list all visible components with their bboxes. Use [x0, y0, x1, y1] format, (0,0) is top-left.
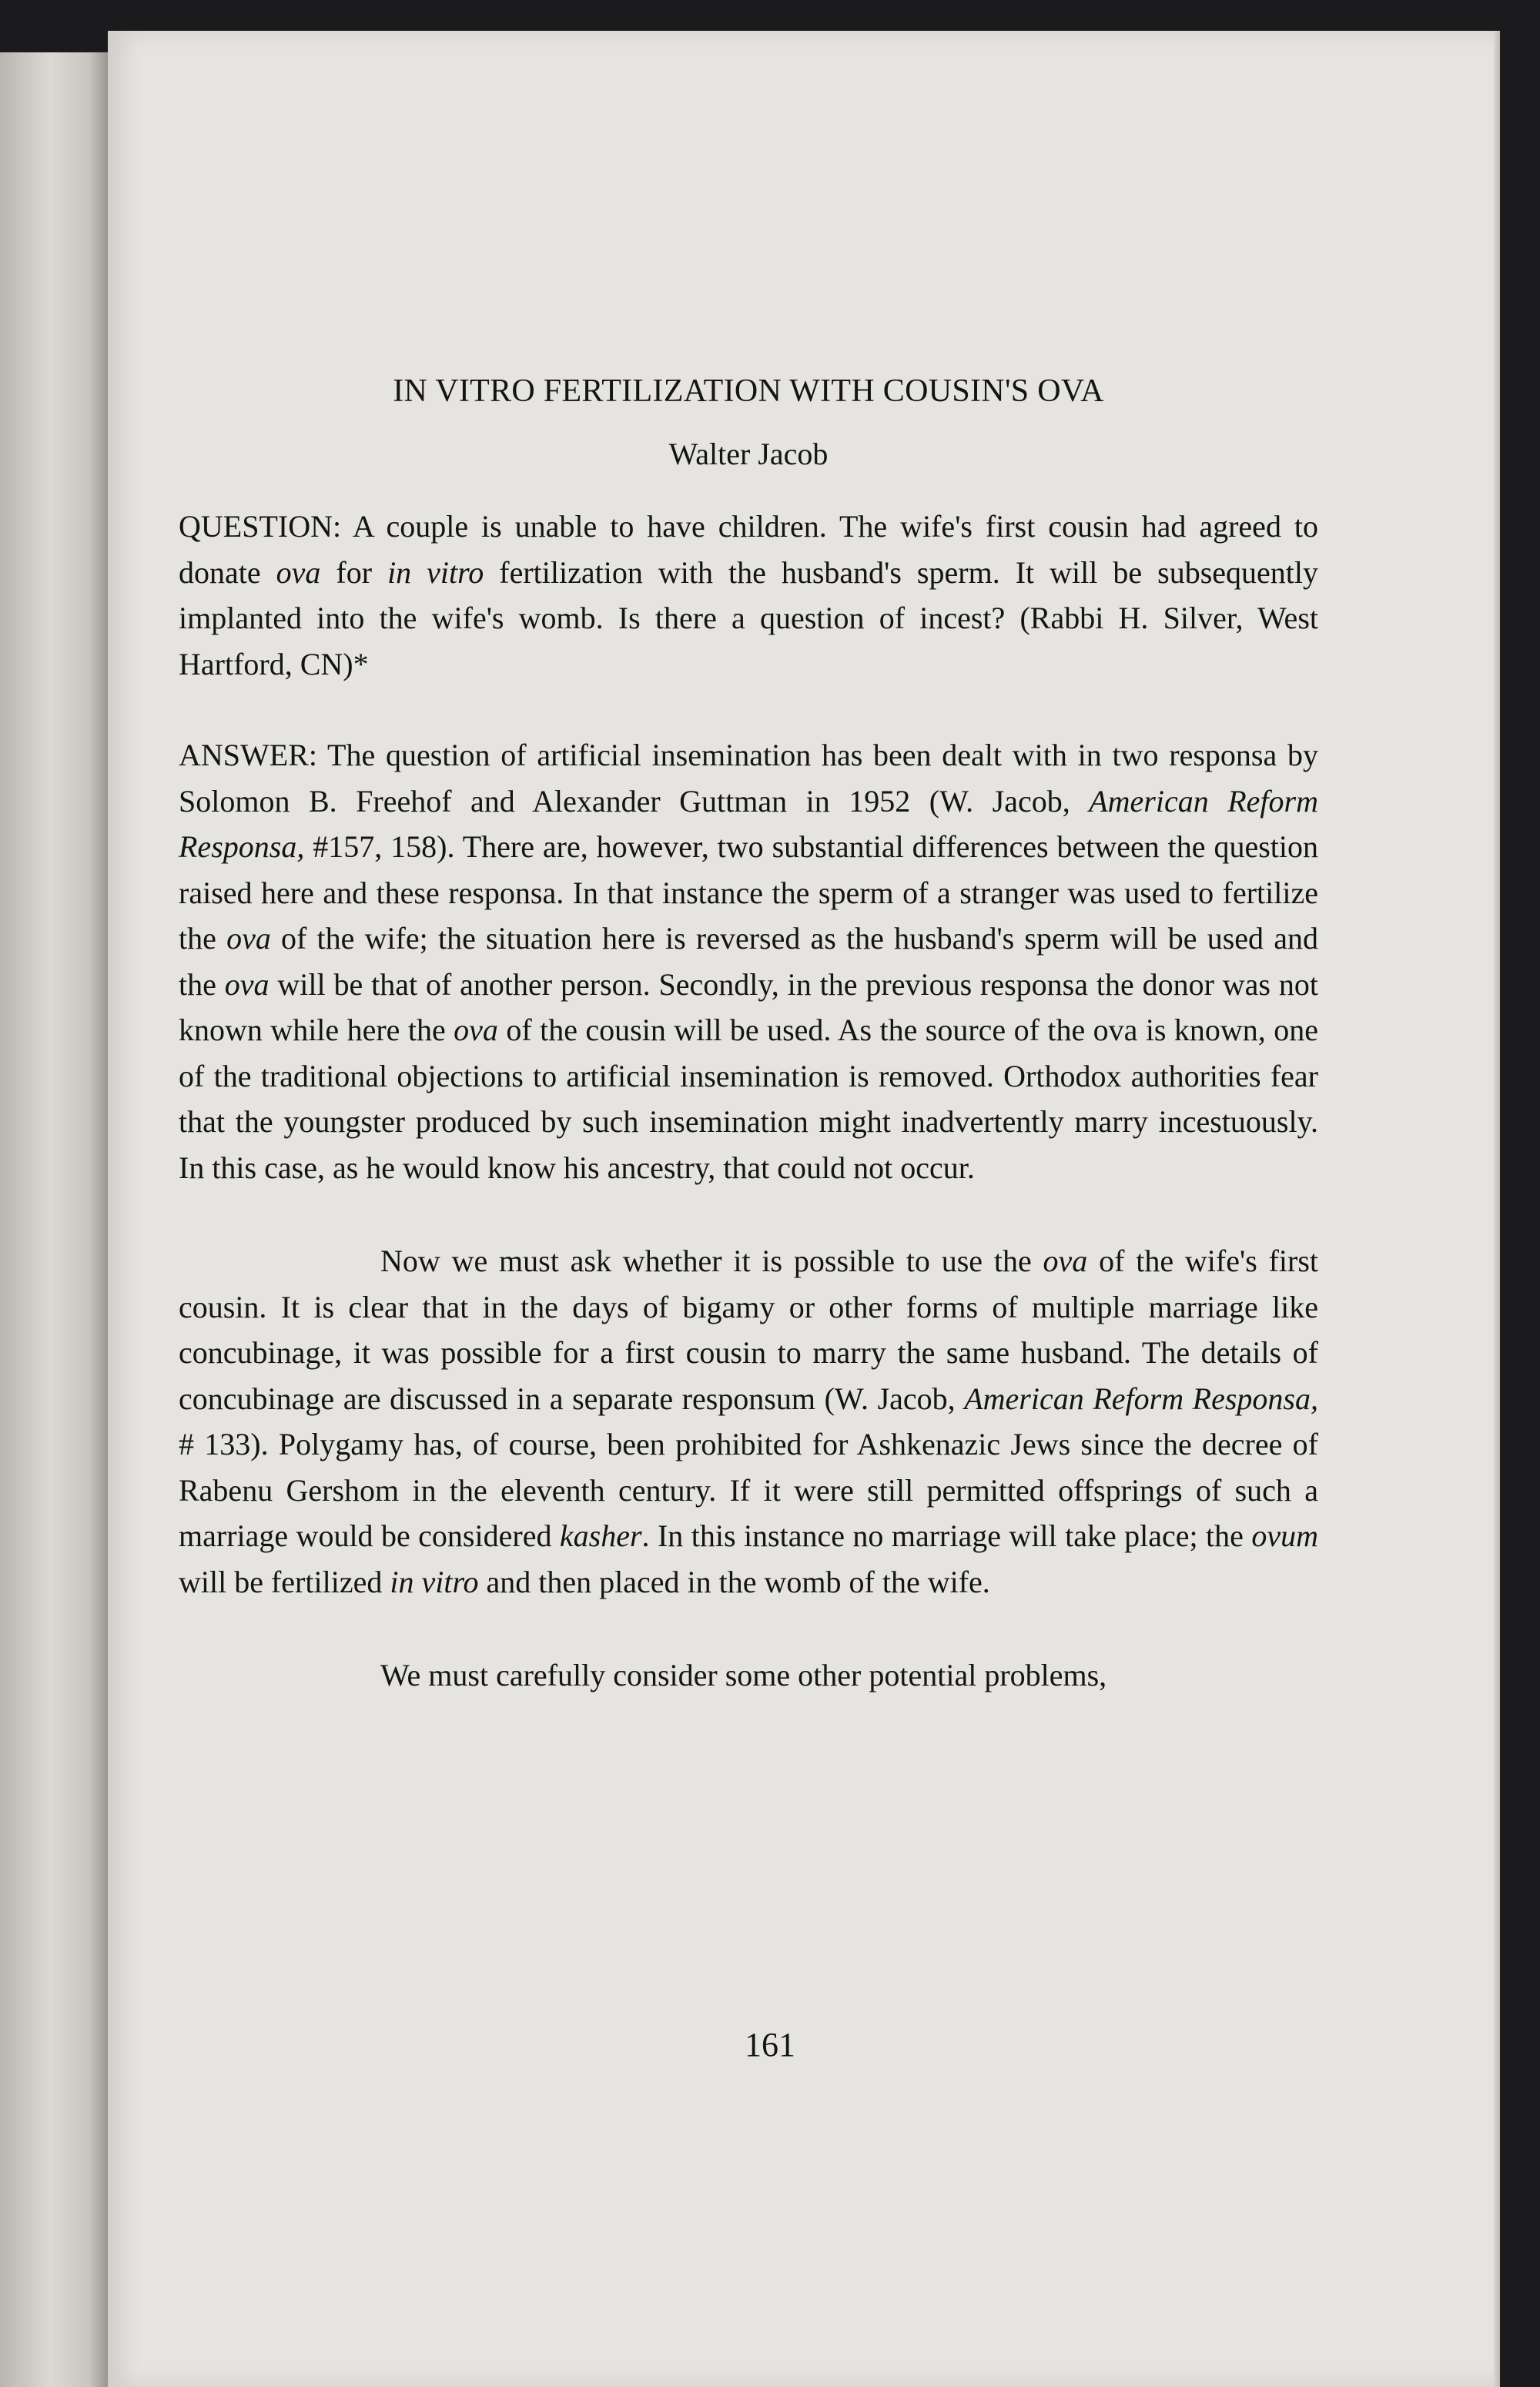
body-paragraph-continued: We must carefully consider some other potential problems,	[380, 1658, 1107, 1692]
page-text	[179, 368, 1318, 1699]
page-title: IN VITRO FERTILIZATION WITH COUSIN'S OVA	[393, 373, 1104, 409]
author-name: Walter Jacob	[668, 437, 829, 471]
question-paragraph: QUESTION: A couple is unable to have children. The wife's first cousin had agreed to donate ova for in vitro fertilization with the husband's sperm. It will be subsequently implanted into the wife's womb. Is there a question of incest? (Rabbi H. Silver, West Hartford, CN)*	[179, 509, 1318, 681]
page-stack-edge	[1494, 31, 1500, 2387]
answer-paragraph: ANSWER: The question of artificial insemination has been dealt with in two responsa by Solomon B. Freehof and Alexander Guttman in 1952 (W. Jacob, American Reform Responsa, #157, 158). There are, however, two substantial differences between the question raised here and these responsa. In that instance the sperm of a stranger was used to fertilize the ova of the wife; the situation here is reversed as the husband's sperm will be used and the ova will be that of another person. Secondly, in the previous responsa the donor was not known while here the ova of the cousin will be used. As the source of the ova is known, one of the traditional objections to artificial insemination is removed. Orthodox authorities fear that the youngster produced by such insemination might inadvertently marry incestuously. In this case, as he would know his ancestry, that could not occur.	[179, 738, 1318, 1185]
body-paragraph: Now we must ask whether it is possible to use the ova of the wife's first cousin. It is clear that in the days of bigamy or other forms of multiple marriage like concubinage, it was possible for a first cousin to marry the same husband. The details of concubinage are discussed in a separate responsum (W. Jacob, American Reform Responsa, # 133). Polygamy has, of course, been prohibited for Ashkenazic Jews since the decree of Rabenu Gershom in the eleventh century. If it were still permitted offsprings of such a marriage would be considered kasher. In this instance no marriage will take place; the ovum will be fertilized in vitro and then placed in the womb of the wife.	[179, 1244, 1319, 1599]
facing-page-edge	[0, 52, 112, 2387]
page-number: 161	[745, 2026, 795, 2064]
